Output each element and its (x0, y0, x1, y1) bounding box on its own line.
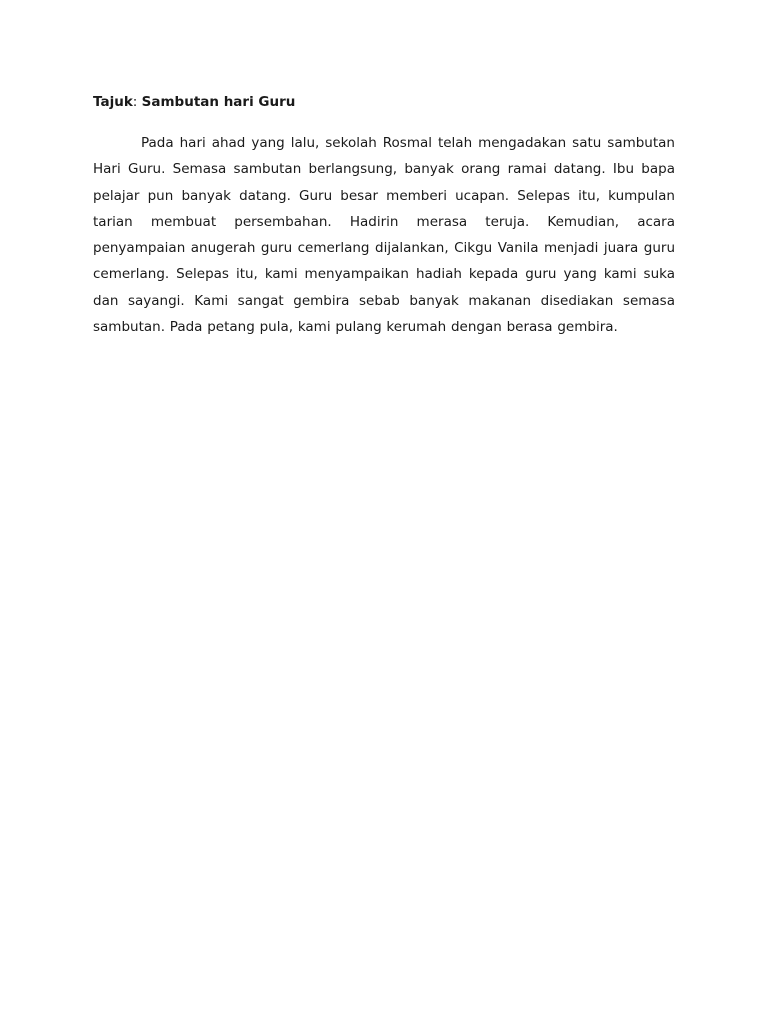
document-title (93, 93, 675, 111)
body-paragraph: Pada hari ahad yang lalu, sekolah Rosmal telah mengadakan satu sambutan Hari Guru. Semasa sambutan berlangsung, banyak orang ramai datang. Ibu bapa pelajar pun banyak datang. Guru besar memberi ucapan. Selepas itu, kumpulan tarian membuat persembahan. Hadirin merasa teruja. Kemudian, acara penyampaian anugerah guru cemerlang dijalankan, Cikgu Vanila menjadi juara guru cemerlang. Selepas itu, kami menyampaikan hadiah kepada guru yang kami suka dan sayangi. Kami sangat gembira sebab banyak makanan disediakan semasa sambutan. Pada petang pula, kami pulang kerumah dengan berasa gembira. (93, 135, 675, 336)
title-text: Sambutan hari Guru (141, 94, 296, 110)
title-label: Tajuk (93, 94, 133, 110)
title-separator: : (132, 94, 142, 110)
